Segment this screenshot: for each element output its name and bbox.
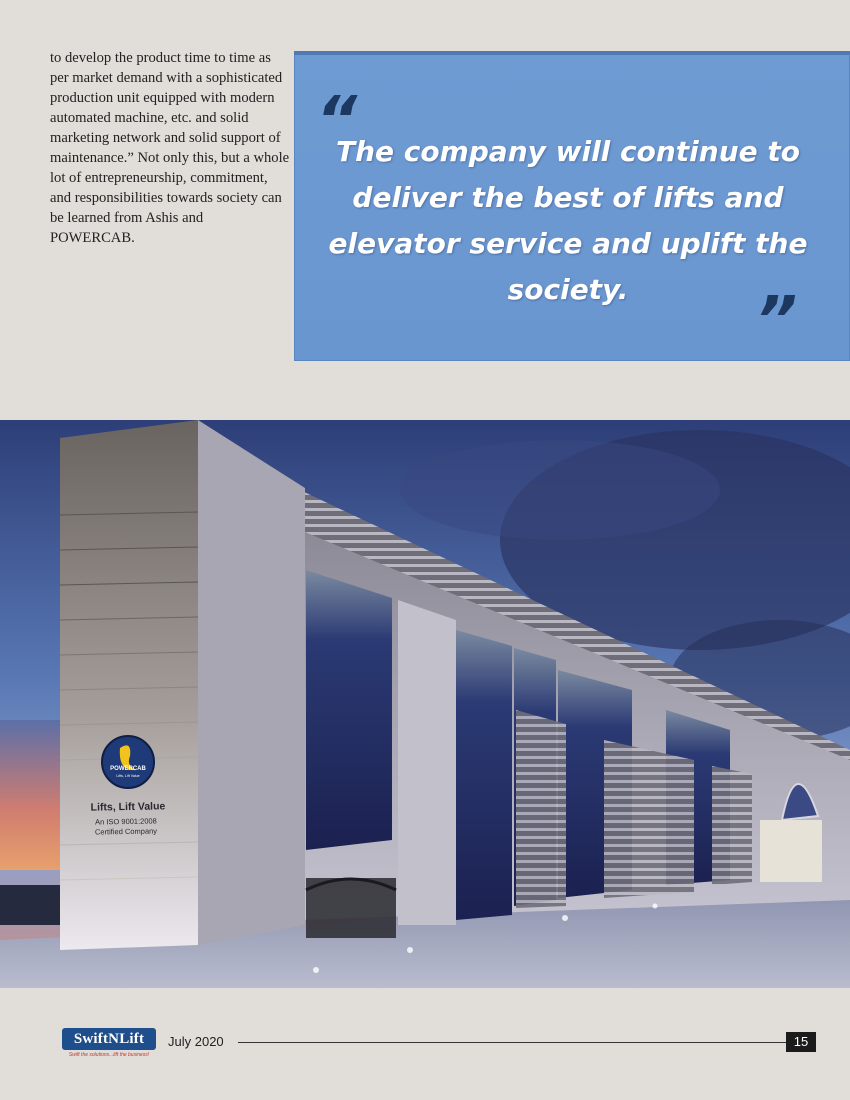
sign-headline: Lifts, Lift Value (90, 800, 166, 814)
logo-wordmark: SwiftNLift (62, 1028, 156, 1050)
louver-screen (516, 710, 566, 908)
gate (306, 878, 396, 938)
sign-line1: An ISO 9001:2008 (95, 816, 157, 827)
issue-date: July 2020 (168, 1034, 224, 1049)
tower-side (198, 420, 305, 945)
open-quote-icon: “ (316, 84, 358, 158)
pull-quote-box (294, 51, 850, 361)
logo-tagline: Swift the solutions...lift the business! (68, 1052, 150, 1058)
window (306, 570, 392, 850)
article-body (50, 48, 290, 248)
louver-screen (712, 766, 752, 885)
ground-shadow (0, 885, 70, 925)
page-number: 15 (786, 1032, 816, 1052)
logo-sub: Lifts, Lift Value (116, 774, 140, 778)
page-footer (0, 1024, 850, 1064)
footer-divider (238, 1042, 786, 1043)
louver-screen (604, 740, 694, 898)
cloud (400, 440, 720, 540)
building-photo (0, 420, 850, 988)
article-paragraph: to develop the product time to time as per market demand with a sophisticated production unit equipped with modern automated machine, etc. and solid marketing network and solid support of maintenance.” Not only this, but a whole lot of entrepreneurship, commitment, and responsibilities towards society can be learned from Ashis and POWERCAB. (50, 50, 290, 246)
sunset-glow (0, 720, 70, 870)
corner-tower (60, 420, 198, 950)
logo-name: POWERCAB (110, 766, 146, 772)
window (456, 630, 512, 920)
pull-quote-text: The company will continue to deliver the best of lifts and elevator service and uplift the society. (328, 135, 808, 306)
sign-line2: Certified Company (94, 826, 158, 837)
close-quote-icon: ” (756, 284, 798, 358)
quote-box-border (294, 51, 850, 55)
entrance (760, 820, 822, 882)
louver-screen (398, 600, 456, 925)
swiftnlift-logo (62, 1024, 158, 1060)
